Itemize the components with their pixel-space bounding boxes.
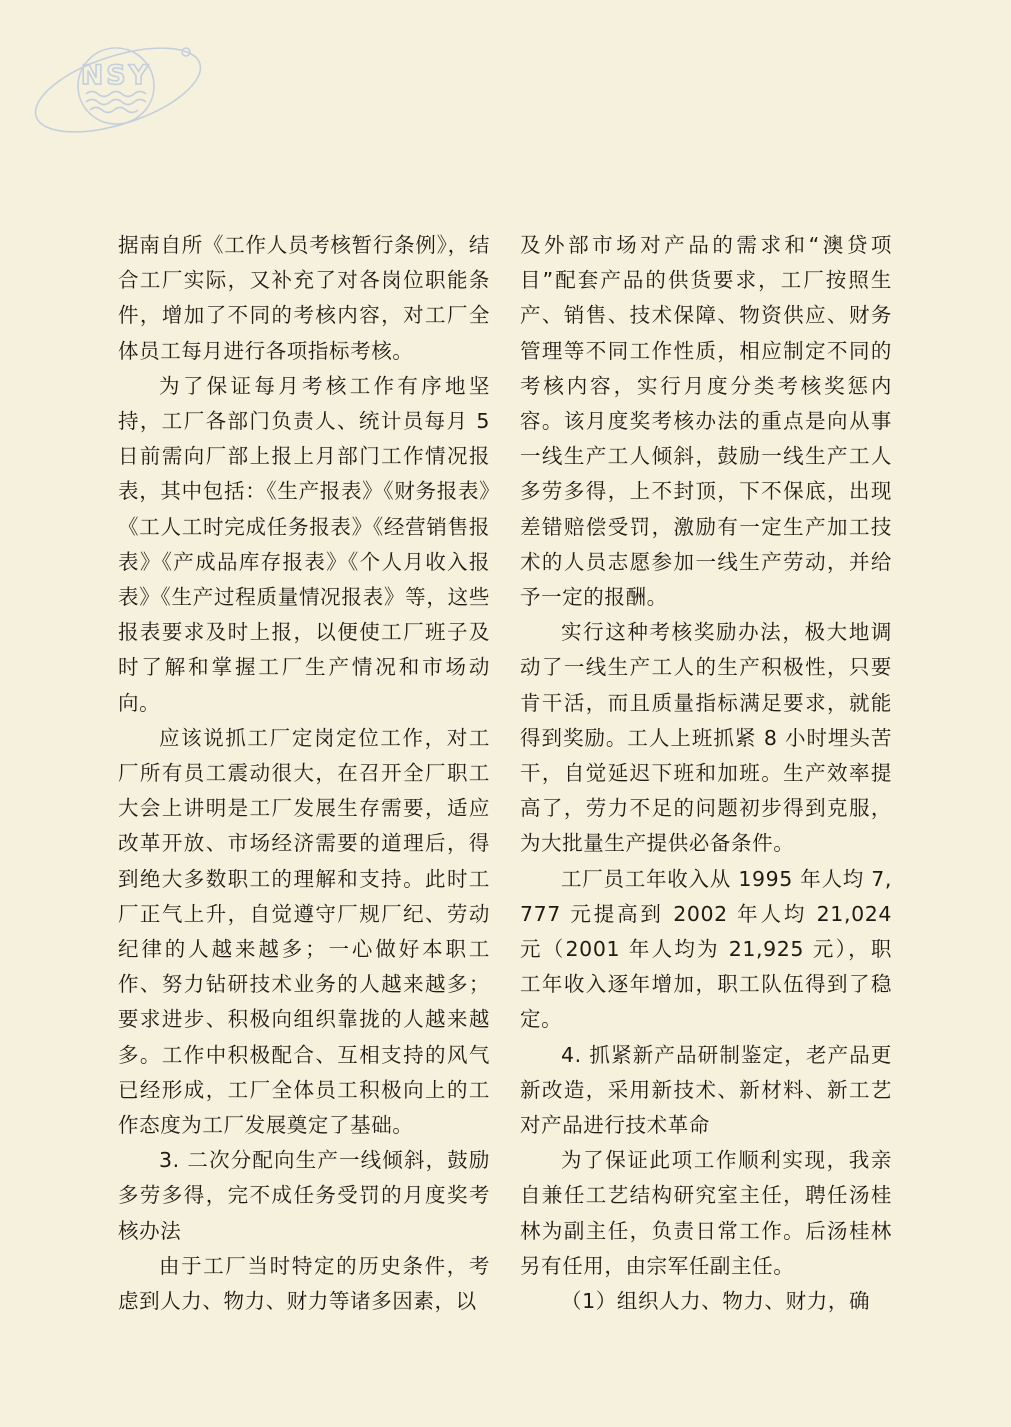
section-heading-3: 3. 二次分配向生产一线倾斜，鼓励多劳多得，完不成任务受罚的月度奖考核办法 — [118, 1148, 490, 1243]
paragraph-monthly-reports: 为了保证每月考核工作有序地坚持，工厂各部门负责人、统计员每月 5 日前需向厂部上报上月部门工作情况报表，其中包括：《生产报表》《财务报表》《工人工时完成任务报表》《经营销售报表》《产成品库存报表》《个人月收入报表》《生产过程质量情况报表》等，这些报表要求及时上报，以便使工厂班子及时了解和掌握工厂生产情况和市场动向。 — [118, 373, 490, 715]
paragraph-market-demand: 及外部市场对产品的需求和“澳贷项目”配套产品的供货要求，工厂按照生产、销售、技术保障、物资供应、财务管理等不同工作性质，相应制定不同的考核内容，实行月度分类考核奖惩内容。该月度奖考核办法的重点是向从事一线生产工人倾斜，鼓励一线生产工人多劳多得，上不封顶，下不保底，出现差错赔偿受罚，激励有一定生产加工技术的人员志愿参加一线生产劳动，并给予一定的报酬。 — [520, 233, 892, 610]
logo-wave-icon — [86, 92, 146, 113]
paragraph-research-office: 为了保证此项工作顺利实现，我亲自兼任工艺结构研究室主任，聘任汤桂林为副主任，负责日常工作。后汤桂林另有任用，由宗军任副主任。 — [520, 1148, 892, 1278]
nsy-logo — [28, 28, 208, 148]
paragraph-staff-response: 应该说抓工厂定岗定位工作，对工厂所有员工震动很大，在召开全厂职工大会上讲明是工厂发展生存需要，适应改革开放、市场经济需要的道理后，得到绝大多数职工的理解和支持。此时工厂正气上升，自觉遵守厂规厂纪、劳动纪律的人越来越多；一心做好本职工作、努力钻研技术业务的人越来越多；要求进步、积极向组织靠拢的人越来越多。工作中积极配合、互相支持的风气已经形成，工厂全体员工积极向上的工作态度为工厂发展奠定了基础。 — [118, 725, 490, 1138]
left-column — [118, 228, 490, 1319]
logo-text: NSY — [80, 60, 152, 91]
right-column — [520, 228, 892, 1319]
paragraph-item-1: （1）组织人力、物力、财力，确 — [561, 1289, 871, 1314]
section-heading-4: 4. 抓紧新产品研制鉴定，老产品更新改造，采用新技术、新材料、新工艺对产品进行技术革命 — [520, 1042, 892, 1138]
paragraph-historical-conditions: 由于工厂当时特定的历史条件，考虑到人力、物力、财力等诸多因素，以 — [118, 1253, 490, 1314]
paragraph-continued: 据南自所《工作人员考核暂行条例》，结合工厂实际，又补充了对各岗位职能条件，增加了不同的考核内容，对工厂全体员工每月进行各项指标考核。 — [118, 233, 490, 363]
paragraph-incentive-effect: 实行这种考核奖励办法，极大地调动了一线生产工人的生产积极性，只要肯干活，而且质量指标满足要求，就能得到奖励。工人上班抓紧 8 小时埋头苦干，自觉延迟下班和加班。生产效率提高了，劳力不足的问题初步得到克服，为大批量生产提供必备条件。 — [520, 620, 892, 856]
paragraph-income-growth: 工厂员工年收入从 1995 年人均 7,777 元提高到 2002 年人均 21,024 元（2001 年人均为 21,925 元），职工年收入逐年增加，职工队伍得到了稳定。 — [520, 866, 892, 1032]
